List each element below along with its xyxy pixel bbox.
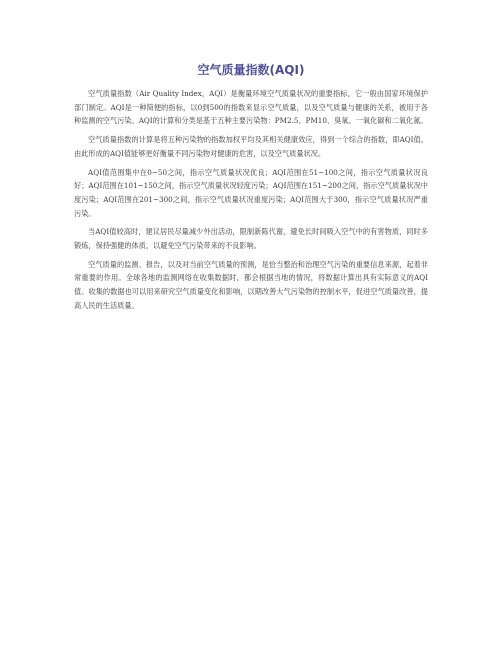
paragraph-advice: 当AQI值较高时，建议居民尽量减少外出活动，限制新陈代谢，避免长时间吸入空气中的有害物质，同时多锻炼，保持强健的体质，以避免空气污染带来的不良影响。	[74, 227, 428, 251]
paragraph-intro: 空气质量指数（Air Quality Index，AQI）是衡量环境空气质量状况的重要指标，它一般由国家环境保护部门制定。AQI是一种简便的指标，以0到500的指数来显示空气质量，以及空气质量与健康的关系，被用于各种监测的空气污染。AQI的计算和分类是基于五种主要污染物：PM2.5、PM10、臭氧、一氧化碳和二氧化氮。	[74, 89, 428, 126]
paragraph-calculation: 空气质量指数的计算是将五种污染物的指数加权平均及其相关健康效应，得到一个综合的指数，即AQI值。由此形成的AQI值能够更好衡量不同污染物对健康的危害，以及空气质量状况。	[74, 135, 428, 158]
document-body	[74, 87, 428, 318]
document-title: 空气质量指数(AQI)	[197, 63, 305, 77]
paragraph-monitoring: 空气质量的监测、报告，以及对当前空气质量的预测，是恰当整治和治理空气污染的重要信息来源，起着非常重要的作用。全球各地的监测网络在收集数据时，都会根据当地的情况，将数据计算出具有实际意义的AQI值。收集的数据也可以用来研究空气质量变化和影响，以期改善大气污染物的控制水平，促进空气质量改善，提高人民的生活质量。	[74, 259, 428, 310]
paragraph-ranges: AQI值范围集中在0~50之间，指示空气质量状况优良；AQI范围在51~100之间，指示空气质量状况良好；AQI范围在101~150之间，指示空气质量状况轻度污染；AQI范围在151~200之间，指示空气质量状况中度污染；AQI范围在201~300之间，指示空气质量状况重度污染；AQI范围大于300，指示空气质量状况严重污染。	[74, 167, 428, 218]
